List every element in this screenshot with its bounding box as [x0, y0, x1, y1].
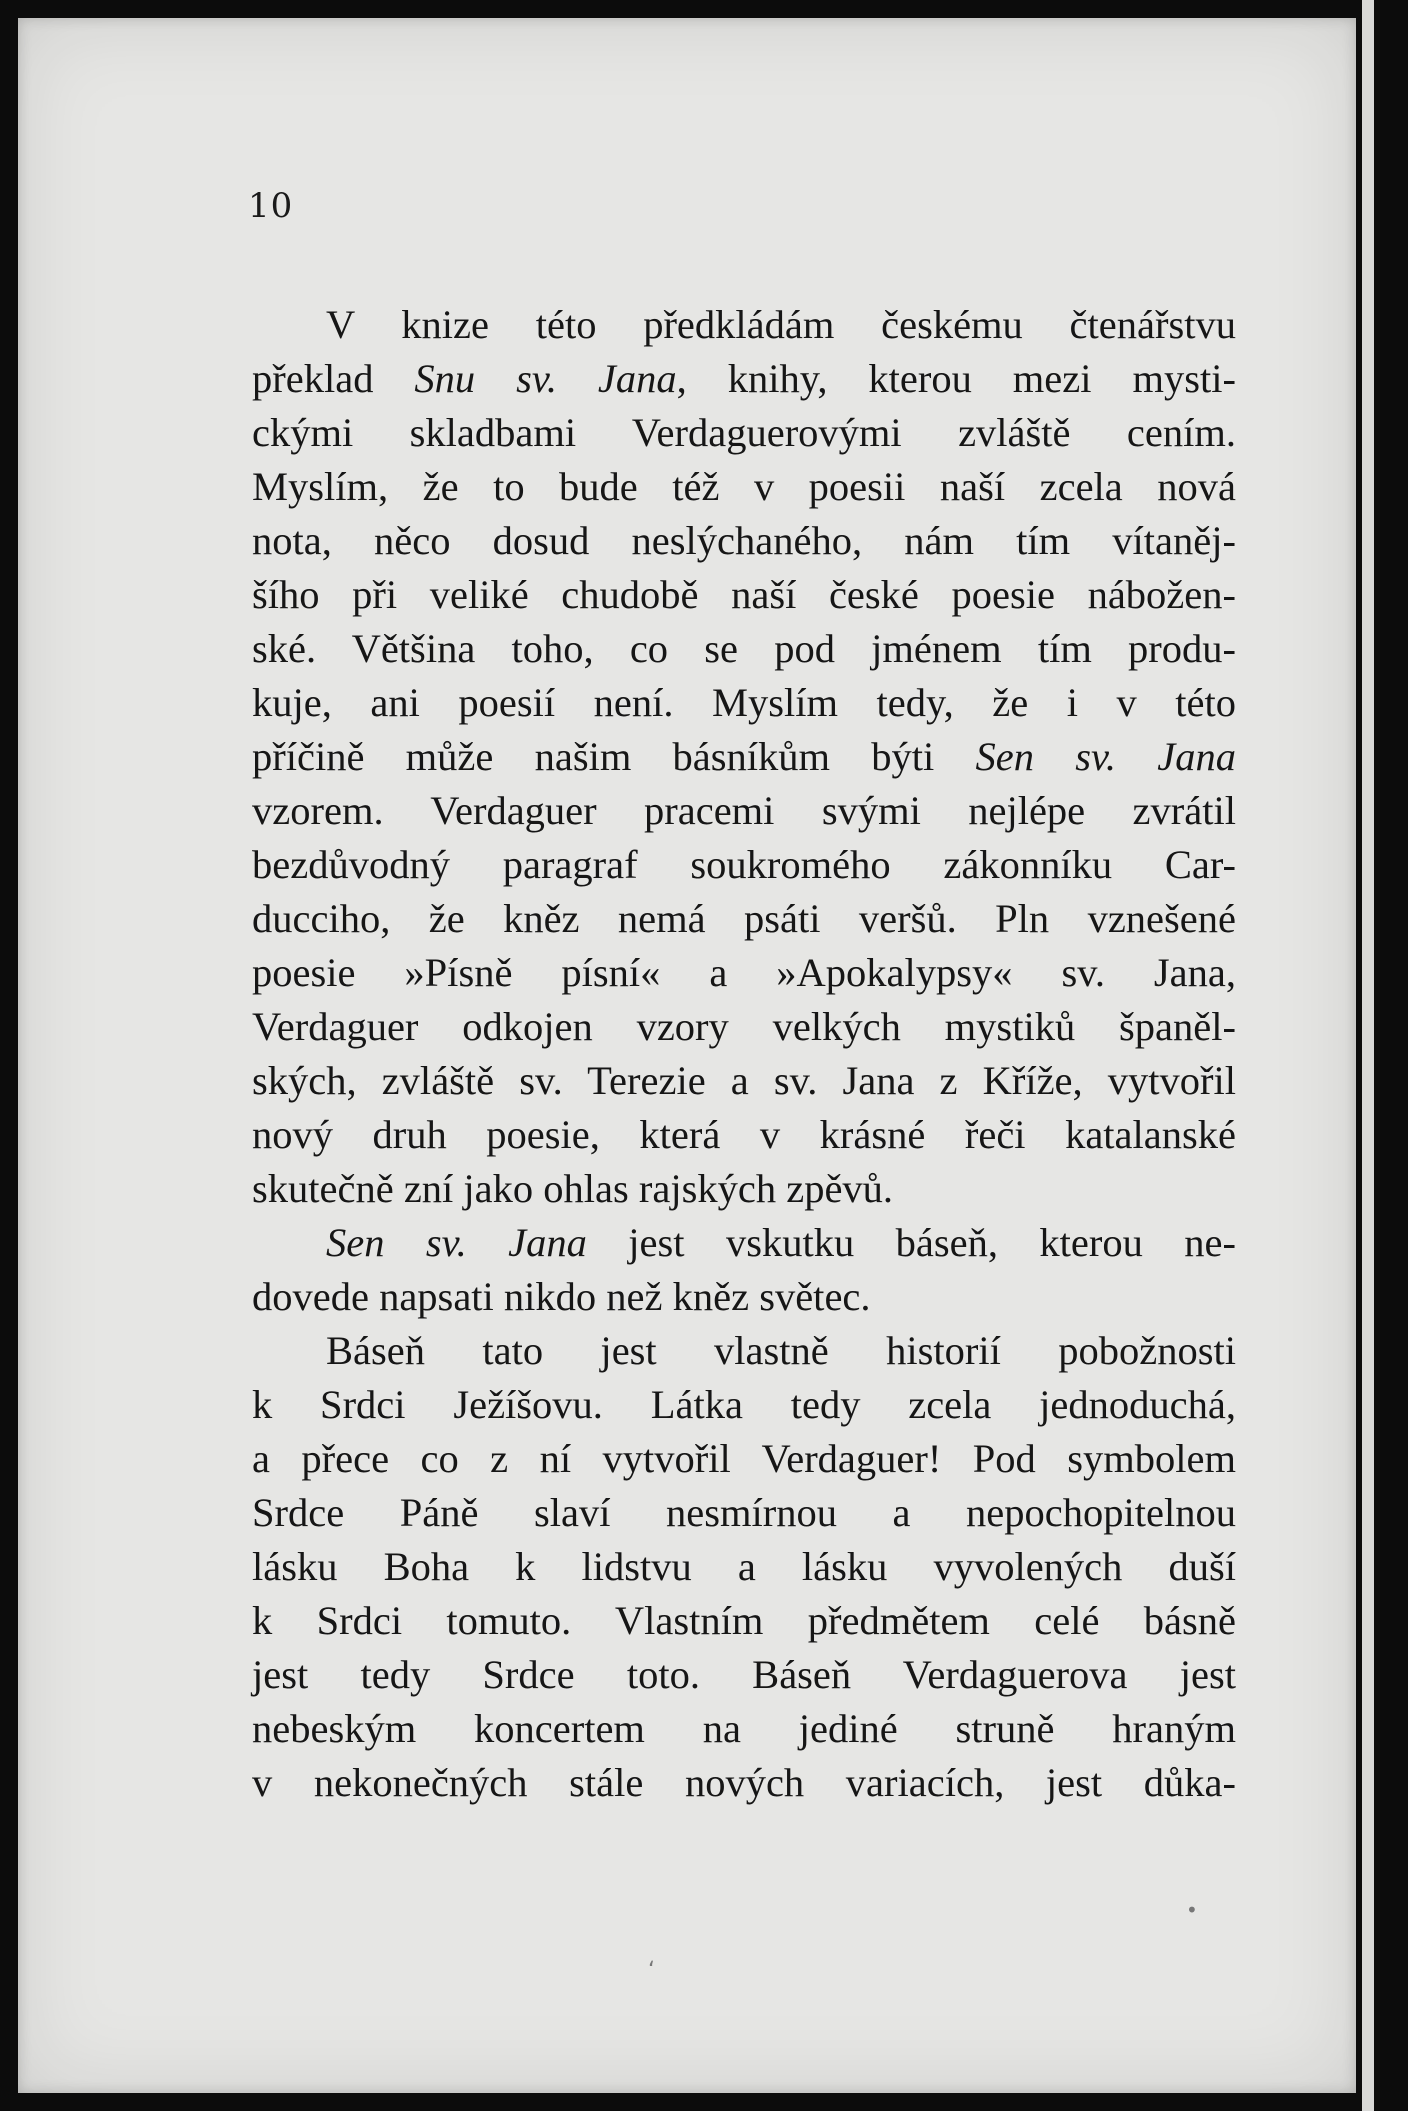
text-line — [252, 676, 1236, 730]
text-segment: nebeským koncertem na jediné struně hraným — [252, 1706, 1236, 1751]
text-segment: ducciho, že kněz nemá psáti veršů. Pln vznešené — [252, 896, 1236, 941]
speck-mark: ʻ — [648, 1958, 655, 1983]
text-segment: vzorem. Verdaguer pracemi svými nejlépe zvrátil — [252, 788, 1236, 833]
text-segment: ckými skladbami Verdaguerovými zvláště cením. — [252, 410, 1236, 455]
text-segment: k Srdci tomuto. Vlastním předmětem celé básně — [252, 1598, 1236, 1643]
text-line — [252, 1378, 1236, 1432]
text-segment: ské. Většina toho, co se pod jménem tím produ- — [252, 626, 1236, 671]
italic-title: Sen sv. Jana — [975, 734, 1236, 779]
text-line — [252, 1162, 1236, 1216]
text-segment: ských, zvláště sv. Terezie a sv. Jana z Kříže, vytvořil — [252, 1058, 1236, 1103]
page-edge-strip — [1362, 0, 1374, 2111]
text-line — [252, 514, 1236, 568]
text-segment: příčině může našim básníkům býti — [252, 734, 976, 779]
text-segment: skutečně zní jako ohlas rajských zpěvů. — [252, 1166, 894, 1211]
speck-mark: • — [1186, 1898, 1198, 1922]
text-segment: Myslím, že to bude též v poesii naší zcela nová — [252, 464, 1236, 509]
text-line — [252, 622, 1236, 676]
text-segment: Verdaguer odkojen vzory velkých mystiků španěl- — [252, 1004, 1236, 1049]
text-line — [252, 1000, 1236, 1054]
text-line — [252, 1054, 1236, 1108]
paragraph — [252, 1324, 1236, 1810]
text-line — [252, 1540, 1236, 1594]
text-segment: bezdůvodný paragraf soukromého zákonníku Car- — [252, 842, 1236, 887]
italic-title: Snu sv. Jana — [414, 356, 677, 401]
paragraph — [252, 298, 1236, 1216]
text-line — [252, 946, 1236, 1000]
text-line — [252, 1432, 1236, 1486]
text-segment: jest tedy Srdce toto. Báseň Verdaguerova jest — [252, 1652, 1236, 1697]
text-segment: šího při veliké chudobě naší české poesie nábožen- — [252, 572, 1236, 617]
text-line — [252, 784, 1236, 838]
text-segment: nový druh poesie, která v krásné řeči katalanské — [252, 1112, 1236, 1157]
text-line — [252, 1648, 1236, 1702]
text-segment: , knihy, kterou mezi mysti- — [676, 356, 1236, 401]
text-segment: dovede napsati nikdo než kněz světec. — [252, 1274, 871, 1319]
text-segment: nota, něco dosud neslýchaného, nám tím vítaněj- — [252, 518, 1236, 563]
text-line — [252, 298, 1236, 352]
text-segment: Srdce Páně slaví nesmírnou a nepochopitelnou — [252, 1490, 1236, 1535]
text-segment: Báseň tato jest vlastně historií pobožnosti — [326, 1328, 1236, 1373]
text-segment: překlad — [252, 356, 415, 401]
text-line — [252, 406, 1236, 460]
text-line — [252, 1108, 1236, 1162]
text-line — [252, 1324, 1236, 1378]
text-line — [252, 1486, 1236, 1540]
text-line — [252, 1270, 1236, 1324]
text-line — [252, 1702, 1236, 1756]
italic-title: Sen sv. Jana — [326, 1220, 587, 1265]
text-line — [252, 838, 1236, 892]
text-line — [252, 1594, 1236, 1648]
text-segment: k Srdci Ježíšovu. Látka tedy zcela jednoduchá, — [252, 1382, 1236, 1427]
text-segment: a přece co z ní vytvořil Verdaguer! Pod symbolem — [252, 1436, 1236, 1481]
text-line — [252, 730, 1236, 784]
text-segment: v nekonečných stále nových variacích, jest důka- — [252, 1760, 1236, 1805]
text-line — [252, 568, 1236, 622]
text-segment: poesie »Písně písní« a »Apokalypsy« sv. Jana, — [252, 950, 1236, 995]
text-line — [252, 460, 1236, 514]
page-number: 10 — [248, 186, 294, 226]
body-text — [252, 298, 1236, 1810]
text-line — [252, 1756, 1236, 1810]
text-line — [252, 1216, 1236, 1270]
text-line — [252, 892, 1236, 946]
text-segment: kuje, ani poesií není. Myslím tedy, že i v této — [252, 680, 1236, 725]
text-segment: V knize této předkládám českému čtenářstvu — [326, 302, 1236, 347]
text-line — [252, 352, 1236, 406]
text-segment: lásku Boha k lidstvu a lásku vyvolených duší — [252, 1544, 1236, 1589]
text-segment: jest vskutku báseň, kterou ne- — [586, 1220, 1236, 1265]
paragraph — [252, 1216, 1236, 1324]
